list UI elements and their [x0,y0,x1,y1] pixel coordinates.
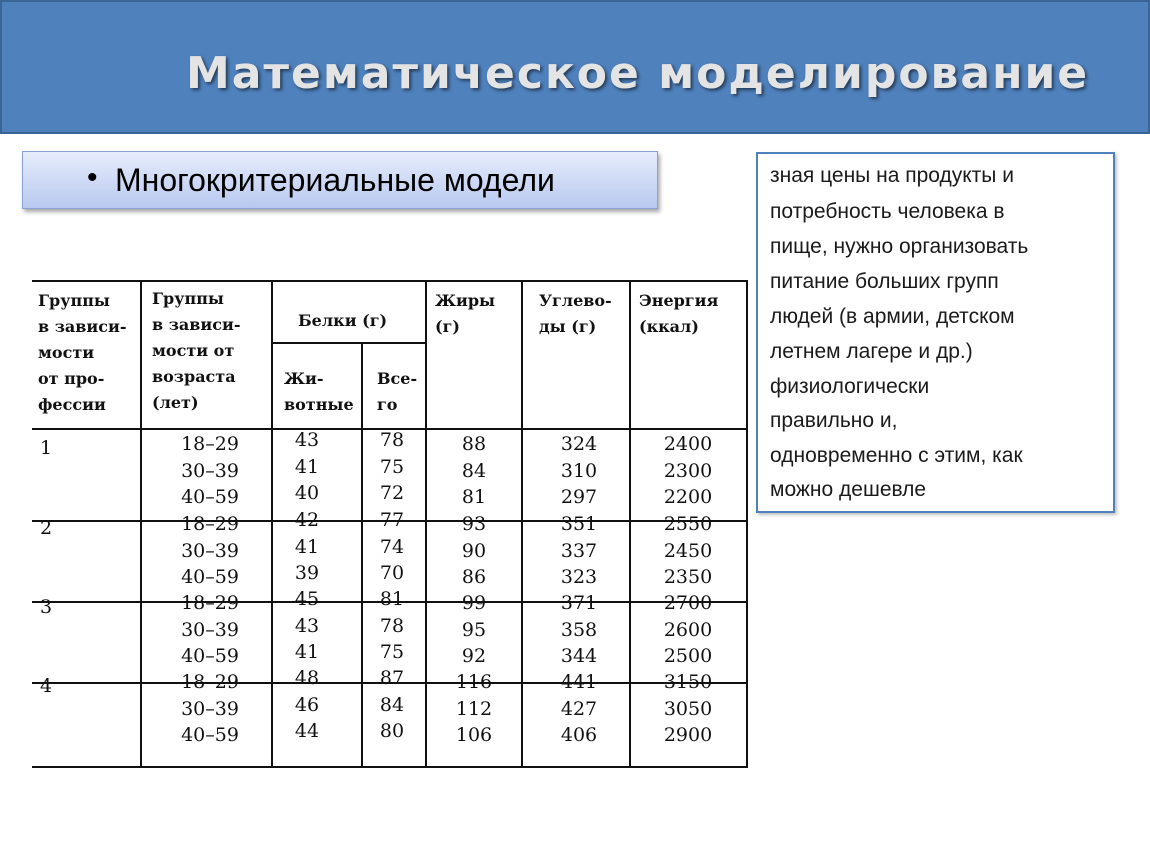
cell-animal: 41 [294,455,320,478]
header-line: (г) [435,317,460,336]
cell-carbs: 358 [560,618,598,641]
note-line: правильно и, [770,409,898,432]
cell-total: 87 [379,667,405,689]
cell-fats: 81 [461,486,487,508]
header-line: от про- [38,369,105,388]
cell-fats: 86 [461,566,487,588]
header-line: мости [38,343,95,362]
cell-total: 81 [379,588,405,610]
cell-energy: 2400 [663,433,713,455]
group-id: 4 [40,675,53,697]
cell-animal: 45 [294,588,320,610]
cell-animal: 44 [294,720,320,742]
cell-animal: 41 [294,535,320,558]
cell-energy: 2550 [663,513,713,535]
cell-carbs: 324 [560,433,598,455]
cell-age: 30–39 [181,618,239,641]
note-line: летнем лагере и др.) [770,340,973,363]
header-professional-group: Группы [38,291,110,310]
cell-fats: 112 [455,697,493,720]
cell-carbs: 323 [560,566,598,588]
cell-age: 18–29 [181,433,239,455]
cell-energy: 2300 [663,459,713,482]
note-line: людей (в армии, детском [770,305,1015,328]
cell-total: 77 [379,509,405,531]
cell-animal: 48 [294,667,320,689]
header-line: вотные [284,395,354,414]
note-line: потребность человека в [770,200,1005,223]
cell-animal: 41 [294,641,320,663]
cell-age: 18–29 [181,671,239,693]
cell-energy: 3050 [663,697,713,720]
bullet-text: Многокритериальные модели [115,162,555,198]
cell-energy: 2350 [663,566,713,588]
cell-total: 78 [379,614,405,637]
header-line: (лет) [152,393,199,412]
nutrition-table [32,280,748,768]
header-proteins: Белки (г) [298,311,388,330]
header-line: ды (г) [539,317,597,336]
cell-age: 30–39 [181,539,239,562]
cell-total: 75 [379,641,405,663]
cell-animal: 43 [294,614,320,637]
cell-carbs: 344 [560,645,598,667]
header-animal: Жи- [284,369,324,388]
header-line: возраста [152,367,236,386]
cell-energy: 2900 [663,724,713,746]
note-box [756,152,1115,513]
slide-title: Математическое моделирование [186,48,1090,99]
cell-age: 40–59 [181,724,239,746]
cell-carbs: 371 [560,592,598,614]
note-line: физиологически [770,375,930,398]
header-line: в зависи- [152,315,241,334]
cell-carbs: 427 [560,697,598,720]
cell-carbs: 406 [560,724,598,746]
cell-age: 30–39 [181,459,239,482]
note-line: зная цены на продукты и [770,164,1014,187]
cell-age: 40–59 [181,645,239,667]
cell-animal: 46 [294,693,320,716]
cell-total: 75 [379,455,405,478]
cell-total: 70 [379,562,405,584]
cell-total: 80 [379,720,405,742]
cell-energy: 2700 [663,592,713,614]
group-id: 1 [40,437,53,459]
cell-fats: 116 [455,671,493,693]
cell-energy: 2600 [663,618,713,641]
cell-age: 30–39 [181,697,239,720]
header-age-group: Группы [152,289,224,308]
cell-fats: 95 [461,618,487,641]
cell-fats: 90 [461,539,487,562]
cell-carbs: 351 [560,513,598,535]
note-line: пище, нужно организовать [770,235,1029,258]
cell-carbs: 310 [560,459,598,482]
title-bar [0,0,1150,134]
cell-age: 18–29 [181,513,239,535]
cell-animal: 40 [294,482,320,504]
header-line: мости от [152,341,235,360]
group-id: 2 [40,517,53,539]
cell-fats: 106 [455,724,493,746]
cell-animal: 42 [294,509,320,531]
note-line: можно дешевле [770,478,927,501]
cell-age: 40–59 [181,566,239,588]
cell-carbs: 297 [560,486,598,508]
header-carbs: Углево- [539,291,612,310]
cell-carbs: 337 [560,539,598,562]
cell-animal: 43 [294,429,320,451]
cell-energy: 3150 [663,671,713,693]
header-energy: Энергия [639,291,719,310]
header-line: в зависи- [38,317,127,336]
cell-fats: 88 [461,433,487,455]
cell-energy: 2200 [663,486,713,508]
cell-age: 18–29 [181,592,239,614]
cell-total: 84 [379,693,405,716]
cell-total: 72 [379,482,405,504]
cell-energy: 2500 [663,645,713,667]
header-line: го [377,395,398,414]
cell-animal: 39 [294,562,320,584]
cell-fats: 84 [461,459,487,482]
header-line: фессии [38,395,106,414]
cell-total: 78 [379,429,405,451]
cell-total: 74 [379,535,405,558]
cell-fats: 99 [461,592,487,614]
cell-fats: 93 [461,513,487,535]
bullet-box [22,151,658,209]
header-fats: Жиры [435,291,496,310]
cell-fats: 92 [461,645,487,667]
group-id: 3 [40,596,53,618]
cell-age: 40–59 [181,486,239,508]
header-line: (ккал) [639,317,699,336]
bullet-dot: • [87,161,98,194]
note-line: питание больших групп [770,270,999,293]
note-line: одновременно с этим, как [770,444,1023,467]
cell-carbs: 441 [560,671,598,693]
cell-energy: 2450 [663,539,713,562]
header-total: Все- [377,369,418,388]
